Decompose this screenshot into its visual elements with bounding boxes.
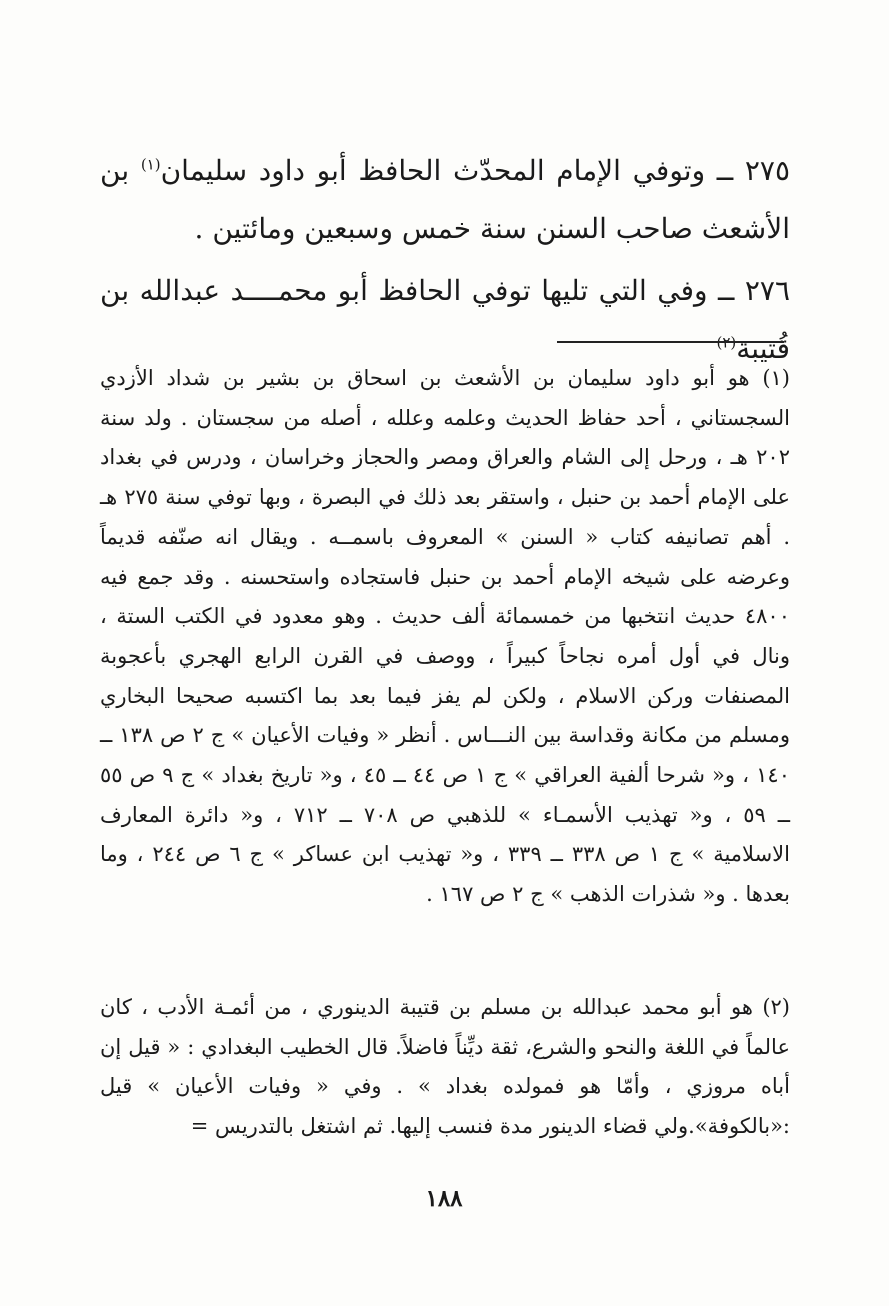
footnote-2: (٢) هو أبو محمد عبدالله بن مسلم بن قتيبة الدينوري ، من أئمـة الأدب ، كان عالماً في اللغة والنحو والشرع، ثقة ديِّناً فاضلاً. قال الخطيب البغدادي : « قيل إن أباه مروزي ، وأمّا هو فمولده بغداد » . وفي « وفيات الأعيان » قيل :«بالكوفة».ولي قضاء الدينور مدة فنسب إليها. ثم اشتغل بالتدريس = [100, 995, 790, 1139]
entry-276-text: ٢٧٦ ــ وفي التي تليها توفي الحافظ أبو محمــــد عبدالله بن قُتيبة [100, 274, 790, 365]
entry-275-text: ٢٧٥ ــ وتوفي الإمام المحدّث الحافظ أبو داود سليمان [160, 154, 791, 187]
footnote-ref-1: (١) [140, 155, 161, 174]
entry-275-paragraph [100, 142, 790, 258]
entry-275-text-continued: بن الأشعث صاحب السنن سنة خمس وسبعين ومائتين . [100, 154, 790, 245]
page-number: ١٨٨ [425, 1185, 463, 1212]
footnote-ref-2: (٢) [716, 333, 737, 352]
footnote-1: (١) هو أبو داود سليمان بن الأشعث بن اسحاق بن بشير بن شداد الأزدي السجستاني ، أحد حفاظ الحديث وعلمه وعلله ، أصله من سجستان . ولد سنة ٢٠٢ هـ ، ورحل إلى الشام والعراق ومصر والحجاز وخراسان ، ودرس في بغداد على الإمام أحمد بن حنبل ، واستقر بعد ذلك في البصرة ، وبها توفي سنة ٢٧٥ هـ . أهم تصانيفه كتاب « السنن » المعروف باسمــه . ويقال انه صنّفه قديماً وعرضه على شيخه الإمام أحمد بن حنبل فاستجاده واستحسنه . وقد جمع فيه ٤٨٠٠ حديث انتخبها من خمسمائة ألف حديث . وهو معدود في الكتب الستة ، ونال في أول أمره نجاحاً كبيراً ، ووصف في القرن الرابع الهجري بأعجوبة المصنفات وركن الاسلام ، ولكن لم يفز فيما بعد بما اكتسبه صحيحا البخاري ومسلم من مكانة وقداسة بين النـــاس . أنظر « وفيات الأعيان » ج ٢ ص ١٣٨ ــ ١٤٠ ، و« شرحا ألفية العراقي » ج ١ ص ٤٤ ــ ٤٥ ، و« تاريخ بغداد » ج ٩ ص ٥٥ ــ ٥٩ ، و« تهذيب الأسمـاء » للذهبي ص ٧٠٨ ــ ٧١٢ ، و« دائرة المعارف الاسلامية » ج ١ ص ٣٣٨ ــ ٣٣٩ ، و« تهذيب ابن عساكر » ج ٦ ص ٢٤٤ ، وما بعدها . و« شذرات الذهب » ج ٢ ص ١٦٧ . [100, 366, 790, 907]
footnote-divider [557, 341, 784, 343]
